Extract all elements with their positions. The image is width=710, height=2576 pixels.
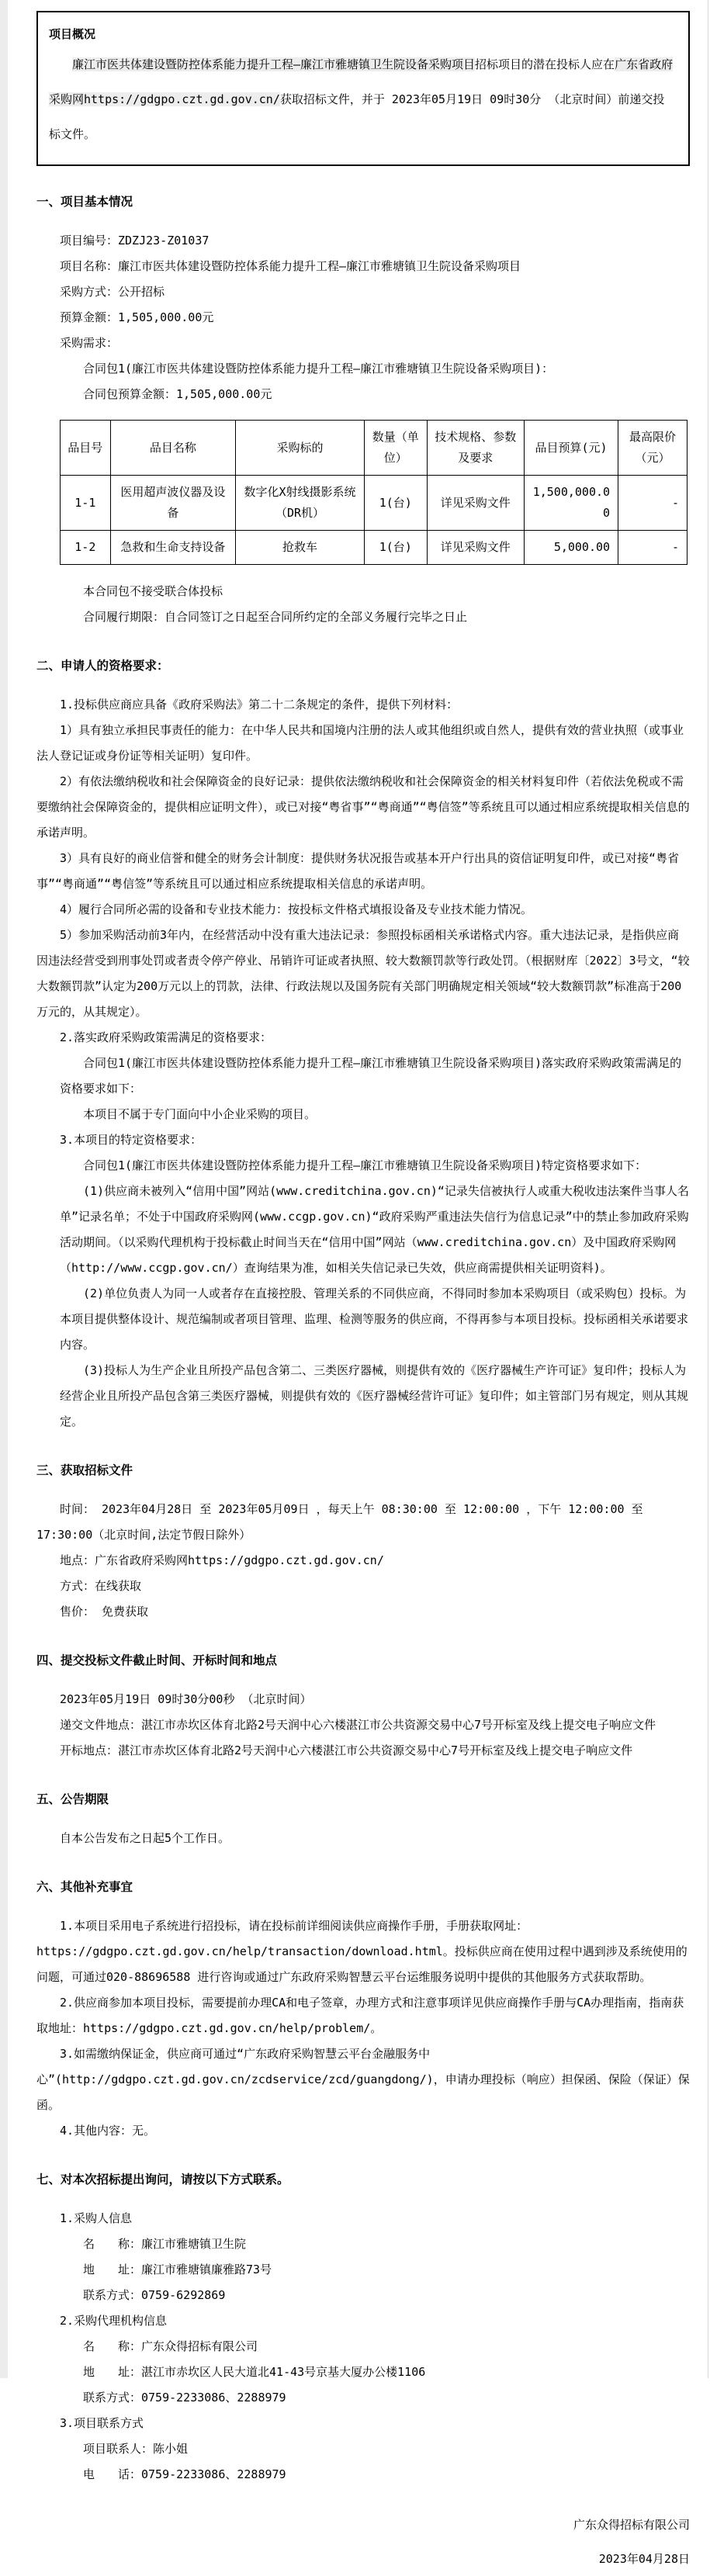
buyer-name: 名 称：廉江市雅塘镇卫生院 xyxy=(83,2237,247,2251)
supplementary-para: 2.供应商参加本项目投标，需要提前办理CA和电子签章，办理方式和注意事项详见供应商操作手册与CA办理指南，指南获取地址：https://gdgpo.czt.gd.gov.cn/help/problem/。 xyxy=(36,1996,684,2035)
qualification-para: (3)投标人为生产企业且所投产品包含第二、三类医疗器械，则提供有效的《医疗器械生产许可证》复印件；投标人为经营企业且所投产品包含第三类医疗器械，则提供有效的《医疗器械经营许可证》复印件；如主管部门另有规定，则从其规定。 xyxy=(60,1363,689,1428)
overview-title: 项目概况 xyxy=(49,27,96,41)
qualification-para: 2）有依法缴纳税收和社会保障资金的良好记录：提供依法缴纳税收和社会保障资金的相关材料复印件（若依法免税或不需要缴纳社会保障资金的，提供相应证明文件），或已对接“粤省事”“粤商通”“粤信签”等系统且可以通过相应系统提取相关信息的承诺声明。 xyxy=(36,774,690,840)
table-row xyxy=(61,476,687,531)
overview-procurement-site-link: 广东省政府采购网https://gdgpo.czt.gd.gov.cn/ xyxy=(49,57,674,106)
table-row xyxy=(61,531,687,565)
col-header-spec: 技术规格、参数及要求 xyxy=(427,421,524,476)
qualification-para: 1.投标供应商应具备《政府采购法》第二十二条规定的条件，提供下列材料： xyxy=(60,698,459,712)
overview-tail-text: 获取招标文件，并于 2023年05月19日 09时30分 （北京时间）前递交投标文件。 xyxy=(49,92,665,141)
contract-term-note: 合同履行期限：自合同签订之日起至合同所约定的全部义务履行完毕之日止 xyxy=(83,610,468,624)
bid-deadline: 2023年05月19日 09时30分00秒 （北京时间） xyxy=(60,1692,312,1706)
cell-item-name: 医用超声波仪器及设备 xyxy=(110,476,236,531)
table-header-row xyxy=(61,421,687,476)
document-obtain-method: 方式：在线获取 xyxy=(60,1579,142,1593)
qualification-para: 3.本项目的特定资格要求： xyxy=(60,1133,203,1147)
section-5-heading: 五、公告期限 xyxy=(36,1792,109,1806)
budget-amount: 预算金额：1,505,000.00元 xyxy=(60,310,214,324)
qualification-para: 2.落实政府采购政策需满足的资格要求： xyxy=(60,1030,272,1044)
project-name: 项目名称：廉江市医共体建设暨防控体系能力提升工程—廉江市雅塘镇卫生院设备采购项目 xyxy=(60,259,521,273)
section-6-heading: 六、其他补充事宜 xyxy=(36,1880,133,1894)
overview-paragraph xyxy=(49,47,676,152)
issuer-signature xyxy=(36,2508,690,2576)
procurement-items-table xyxy=(60,420,687,565)
project-contact-phone: 电 话：0759-2233086、2288979 xyxy=(83,2467,286,2481)
agency-info-title: 2.采购代理机构信息 xyxy=(60,2314,168,2328)
section-7-heading: 七、对本次招标提出询问，请按以下方式联系。 xyxy=(36,2173,289,2186)
qualification-para: (1)供应商未被列入“信用中国”网站(www.creditchina.gov.cn)“记录失信被执行人或重大税收违法案件当事人名单”记录名单；不处于中国政府采购网(www.ccgp.gov.cn)“政府采购严重违法失信行为信息记录”中的禁止参加政府采购活动期间。（以采购代理机构于投标截止时间当天在“信用中国”网站（www.creditchina.gov.cn）及中国政府采购网（http://www.ccgp.gov.cn/）查询结果为准，如相关失信记录已失效，供应商需提供相关证明资料)。 xyxy=(60,1184,689,1275)
col-header-price-cap: 最高限价（元） xyxy=(618,421,687,476)
col-header-item-no: 品目号 xyxy=(61,421,111,476)
agency-contact: 联系方式：0759-2233086、2288979 xyxy=(83,2391,286,2405)
supplementary-para: 3.如需缴纳保证金，供应商可通过“广东政府采购智慧云平台金融服务中心”(http://gdgpo.czt.gd.gov.cn/zcdservice/zcd/guangdong/)，申请办理投标（响应）担保函、保险（保证）保函。 xyxy=(36,2047,690,2112)
project-contact-title: 3.项目联系方式 xyxy=(60,2416,144,2430)
project-number: 项目编号：ZDZJ23-Z01037 xyxy=(60,234,210,248)
document-obtain-time: 时间： 2023年04月28日 至 2023年05月09日 ，每天上午 08:30:00 至 12:00:00 ，下午 12:00:00 至 17:30:00（北京时间,法定节假日除外） xyxy=(36,1502,643,1542)
cell-budget: 1,500,000.00 xyxy=(524,476,618,531)
buyer-info-title: 1.采购人信息 xyxy=(60,2211,133,2225)
section-4-heading: 四、提交投标文件截止时间、开标时间和地点 xyxy=(36,1653,278,1667)
document-obtain-place: 地点：广东省政府采购网https://gdgpo.czt.gd.gov.cn/ xyxy=(60,1553,384,1567)
qualification-para: (2)单位负责人为同一人或者存在直接控股、管理关系的不同供应商，不得同时参加本采购项目（或采购包）投标。为本项目提供整体设计、规范编制或者项目管理、监理、检测等服务的供应商，不得再参与本项目投标。投标函相关承诺要求内容。 xyxy=(60,1286,689,1352)
supplementary-para: 1.本项目采用电子系统进行招投标，请在投标前详细阅读供应商操作手册，手册获取网址：https://gdgpo.czt.gd.gov.cn/help/transaction/download.html。投标供应商在使用过程中遇到涉及系统使用的问题，可通过020-88696588 进行咨询或通过广东政府采购智慧云平台运维服务说明中提供的其他服务方式获取帮助。 xyxy=(36,1919,687,1984)
issuer-company: 广东众得招标有限公司 xyxy=(573,2518,690,2532)
contract-package-budget: 合同包预算金额：1,505,000.00元 xyxy=(83,387,272,401)
qualification-para: 3）具有良好的商业信誉和健全的财务会计制度：提供财务状况报告或基本开户行出具的资信证明复印件，或已对接“粤省事”“粤商通”“粤信签”等系统且可以通过相应系统提取相关信息的承诺声明。 xyxy=(36,851,680,891)
col-header-budget: 品目预算(元) xyxy=(524,421,618,476)
buyer-address: 地 址：廉江市雅塘镇廉雅路73号 xyxy=(83,2263,272,2277)
qualification-para: 4）履行合同所必需的设备和专业技术能力：按投标文件格式填报设备及专业技术能力情况。 xyxy=(60,902,533,916)
buyer-contact: 联系方式：0759-6292869 xyxy=(83,2288,226,2302)
cell-quantity: 1(台) xyxy=(364,476,427,531)
section-2-heading: 二、申请人的资格要求： xyxy=(36,659,169,673)
agency-address: 地 址：湛江市赤坎区人民大道北41-43号京基大厦办公楼1106 xyxy=(83,2365,426,2379)
cell-subject: 抢救车 xyxy=(236,531,365,565)
procurement-demand-label: 采购需求： xyxy=(60,336,119,350)
qualification-para: 合同包1(廉江市医共体建设暨防控体系能力提升工程—廉江市雅塘镇卫生院设备采购项目)特定资格要求如下： xyxy=(83,1158,647,1172)
document-content xyxy=(36,0,690,2576)
document-obtain-price: 售价： 免费获取 xyxy=(60,1605,149,1619)
cell-price-cap: - xyxy=(618,531,687,565)
issue-date: 2023年04月28日 xyxy=(598,2552,690,2566)
cell-price-cap: - xyxy=(618,476,687,531)
project-contact-person: 项目联系人：陈小姐 xyxy=(83,2442,189,2456)
section-1-heading: 一、项目基本情况 xyxy=(36,195,133,209)
page-left-gutter xyxy=(0,0,8,2378)
qualification-para: 1）具有独立承担民事责任的能力：在中华人民共和国境内注册的法人或其他组织或自然人，提供有效的营业执照（或事业法人登记证或身份证等相关证明）复印件。 xyxy=(36,723,684,763)
supplementary-para: 4.其他内容：无。 xyxy=(60,2124,156,2138)
section-3-heading: 三、获取招标文件 xyxy=(36,1463,133,1477)
bid-opening-place: 开标地点：湛江市赤坎区体育北路2号天润中心六楼湛江市公共资源交易中心7号开标室及线上提交电子响应文件 xyxy=(60,1743,633,1757)
announcement-period: 自本公告发布之日起5个工作日。 xyxy=(60,1831,230,1845)
cell-budget: 5,000.00 xyxy=(524,531,618,565)
overview-project-name-highlight: 廉江市医共体建设暨防控体系能力提升工程—廉江市雅塘镇卫生院设备采购项目 xyxy=(72,57,476,71)
qualification-para: 本项目不属于专门面向中小企业采购的项目。 xyxy=(83,1107,317,1121)
cell-spec: 详见采购文件 xyxy=(427,531,524,565)
cell-subject: 数字化X射线摄影系统（DR机） xyxy=(236,476,365,531)
qualification-para: 合同包1(廉江市医共体建设暨防控体系能力提升工程—廉江市雅塘镇卫生院设备采购项目)落实政府采购政策需满足的资格要求如下： xyxy=(60,1056,682,1096)
qualification-para: 5）参加采购活动前3年内，在经营活动中没有重大违法记录：参照投标函相关承诺格式内容。重大违法记录，是指供应商因违法经营受到刑事处罚或者责令停产停业、吊销许可证或者执照、较大数额罚款等行政处罚。（根据财库〔2022〕3号文，“较大数额罚款”认定为200万元以上的罚款，法律、行政法规以及国务院有关部门明确规定相关领域“较大数额罚款”标准高于200万元的，从其规定）。 xyxy=(36,928,690,1019)
bid-submit-place: 递交文件地点：湛江市赤坎区体育北路2号天润中心六楼湛江市公共资源交易中心7号开标室及线上提交电子响应文件 xyxy=(60,1718,656,1732)
agency-name: 名 称：广东众得招标有限公司 xyxy=(83,2339,258,2353)
cell-item-no: 1-2 xyxy=(61,531,111,565)
col-header-item-name: 品目名称 xyxy=(110,421,236,476)
contract-package-title: 合同包1(廉江市医共体建设暨防控体系能力提升工程—廉江市雅塘镇卫生院设备采购项目)： xyxy=(83,362,554,376)
cell-spec: 详见采购文件 xyxy=(427,476,524,531)
cell-item-no: 1-1 xyxy=(61,476,111,531)
overview-middle-text: 招标项目的潜在投标人应在 xyxy=(475,57,615,71)
col-header-quantity: 数量（单位） xyxy=(364,421,427,476)
cell-item-name: 急救和生命支持设备 xyxy=(110,531,236,565)
no-consortium-note: 本合同包不接受联合体投标 xyxy=(83,584,223,598)
cell-quantity: 1(台) xyxy=(364,531,427,565)
project-overview-box xyxy=(36,11,690,166)
procurement-method: 采购方式：公开招标 xyxy=(60,285,165,299)
col-header-subject: 采购标的 xyxy=(236,421,365,476)
